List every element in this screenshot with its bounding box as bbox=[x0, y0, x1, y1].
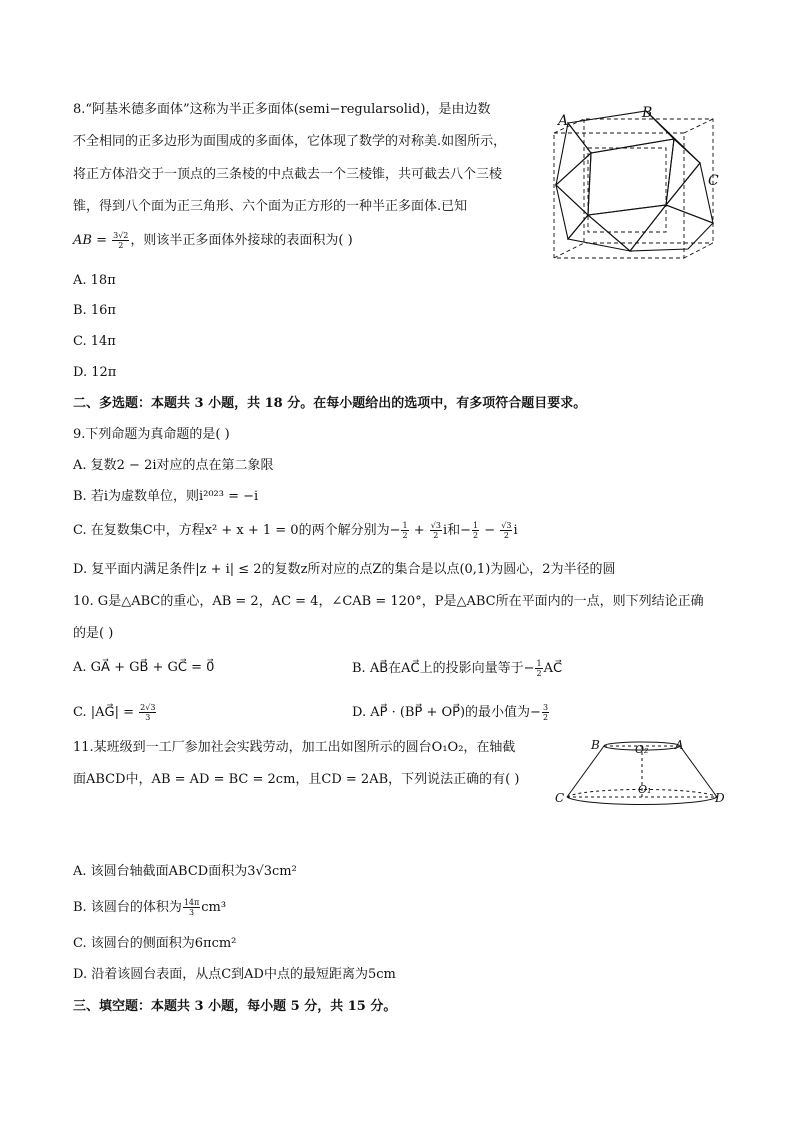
label-o2: O₂ bbox=[635, 743, 649, 756]
section-2-heading: 二、多选题：本题共 3 小题，共 18 分。在每小题给出的选项中，有多项符合题目要求。 bbox=[73, 396, 587, 411]
q11-b-pre: B. 该圆台的体积为 bbox=[73, 900, 182, 915]
q10-option-b bbox=[352, 659, 562, 678]
q10-d-pre: D. AP⃗ · (BP⃗ + OP⃗)的最小值为− bbox=[352, 705, 541, 720]
q9-c-mid3: − bbox=[480, 523, 500, 538]
label-c: C bbox=[708, 173, 719, 189]
q8-option-c: C. 14π bbox=[73, 334, 116, 349]
q9-c-frac3-den: 2 bbox=[473, 531, 479, 540]
left-lower-triangle bbox=[556, 185, 588, 239]
q9-option-a: A. 复数2 − 2i对应的点在第二象限 bbox=[73, 458, 274, 473]
cube-back-edges bbox=[554, 119, 713, 258]
left-triangle bbox=[556, 153, 591, 215]
q10-option-c bbox=[73, 703, 157, 722]
q11-option-a: A. 该圆台轴截面ABCD面积为3√3cm² bbox=[73, 864, 297, 879]
q9-c-frac1 bbox=[401, 521, 408, 540]
q10-b-pre: B. AB⃗在AC⃗上的投影向量等于− bbox=[352, 661, 535, 676]
q8-stem-line3: 将正方体沿交于一顶点的三条棱的中点截去一个三棱锥，共可截去八个三棱 bbox=[73, 167, 503, 182]
label-d: D bbox=[715, 791, 725, 805]
q9-c-post: i bbox=[513, 523, 518, 538]
top-left-triangle bbox=[556, 123, 591, 185]
q8-ab-num: 3√2 bbox=[113, 231, 129, 240]
cuboctahedron-diagram bbox=[548, 103, 723, 263]
cube-hidden-edges bbox=[584, 119, 713, 243]
q8-stem-line4: 锥，得到八个面为正三角形、六个面为正方形的一种半正多面体.已知 bbox=[73, 199, 468, 214]
q11-stem-line1: 11.某班级到一工厂参加社会实践劳动，加工出如图所示的圆台O₁O₂，在轴截 bbox=[73, 740, 516, 755]
q8-ab-label: AB = bbox=[73, 233, 112, 248]
q10-b-post: AC⃗ bbox=[543, 661, 563, 676]
label-b: B bbox=[591, 738, 600, 752]
q10-d-num: 3 bbox=[542, 703, 549, 712]
q9-c-frac4-den: 2 bbox=[503, 531, 509, 540]
left-slant-edge bbox=[567, 746, 604, 797]
q11-b-num: 14π bbox=[183, 898, 200, 907]
cube-front-face bbox=[554, 133, 684, 258]
q11-option-b bbox=[73, 898, 226, 917]
cube-hidden-bottom-edge bbox=[554, 243, 584, 258]
right-slant-edge bbox=[680, 746, 717, 797]
q9-c-frac2-den: 2 bbox=[433, 531, 439, 540]
q9-c-frac4 bbox=[500, 521, 512, 540]
q8-option-d: D. 12π bbox=[73, 365, 117, 380]
q8-option-b: B. 16π bbox=[73, 303, 116, 318]
q9-c-pre: C. 在复数集C中，方程x² + x + 1 = 0的两个解分别为− bbox=[73, 523, 401, 538]
bottom-right-face bbox=[630, 205, 713, 251]
cube-top-right-edge bbox=[684, 119, 713, 133]
q9-c-frac2 bbox=[430, 521, 442, 540]
q8-option-a: A. 18π bbox=[73, 273, 116, 288]
q10-stem-line2: 的是( ) bbox=[73, 626, 114, 641]
right-upper-triangle bbox=[666, 139, 700, 205]
q10-d-den: 2 bbox=[542, 713, 549, 722]
q9-c-frac2-num: √3 bbox=[430, 521, 441, 530]
q9-c-frac1-den: 2 bbox=[402, 531, 408, 540]
q9-stem: 9.下列命题为真命题的是( ) bbox=[73, 427, 230, 442]
q8-stem-line5 bbox=[73, 231, 353, 250]
q11-b-post: cm³ bbox=[201, 900, 227, 915]
q8-stem-line1: 8.“阿基米德多面体”这称为半正多面体(semi−regularsolid)，是由边数 bbox=[73, 102, 491, 117]
frustum-diagram bbox=[555, 733, 730, 813]
q9-c-mid1: + bbox=[409, 523, 429, 538]
label-b: B bbox=[642, 105, 653, 121]
label-a: A bbox=[558, 113, 569, 129]
label-c: C bbox=[555, 791, 565, 805]
front-square-face bbox=[588, 139, 674, 215]
q10-option-d bbox=[352, 703, 550, 722]
q10-c-num: 2√3 bbox=[140, 703, 156, 712]
q10-c-frac bbox=[139, 703, 156, 722]
q8-stem-tail: ，则该半正多面体外接球的表面积为( ) bbox=[130, 233, 353, 248]
q10-b-num: 1 bbox=[536, 659, 542, 668]
q11-b-den: 3 bbox=[189, 908, 195, 917]
bottom-left-face bbox=[568, 215, 630, 251]
q9-option-d: D. 复平面内满足条件|z + i| ≤ 2的复数z所对应的点Z的集合是以点(0,1)为圆心，2为半径的圆 bbox=[73, 562, 616, 577]
label-a: A bbox=[675, 738, 684, 752]
q8-ab-den: 2 bbox=[118, 241, 124, 250]
q10-d-frac bbox=[542, 703, 549, 722]
q10-stem-line1: 10. G是△ABC的重心，AB = 2，AC = 4，∠CAB = 120°，P是△ABC所在平面内的一点，则下列结论正确 bbox=[73, 594, 704, 609]
bottom-front-triangle bbox=[588, 205, 666, 251]
q10-option-a: A. GA⃗ + GB⃗ + GC⃗ = 0⃗ bbox=[73, 660, 215, 675]
q8-ab-fraction bbox=[112, 231, 129, 250]
q10-c-pre: C. |AG⃗| = bbox=[73, 705, 139, 720]
q8-stem-line2: 不全相同的正多边形为面围成的多面体，它体现了数学的对称美.如图所示， bbox=[73, 134, 507, 149]
top-square-face bbox=[568, 111, 674, 153]
q11-option-c: C. 该圆台的侧面积为6πcm² bbox=[73, 936, 237, 951]
q8-polyhedron-figure bbox=[548, 103, 723, 263]
q10-b-den: 2 bbox=[536, 669, 542, 678]
section-3-heading: 三、填空题：本题共 3 小题，每小题 5 分，共 15 分。 bbox=[73, 999, 397, 1014]
bottom-ellipse-front bbox=[567, 797, 717, 805]
q11-b-frac bbox=[183, 898, 200, 917]
q11-option-d: D. 沿着该圆台表面，从点C到AD中点的最短距离为5cm bbox=[73, 967, 396, 982]
label-o1: O₁ bbox=[638, 783, 652, 796]
q9-option-b: B. 若i为虚数单位，则i²⁰²³ = −i bbox=[73, 489, 259, 504]
q9-c-frac1-num: 1 bbox=[402, 521, 408, 530]
q9-c-frac4-num: √3 bbox=[501, 521, 512, 530]
q11-stem-line2: 面ABCD中，AB = AD = BC = 2cm，且CD = 2AB，下列说法正确的有( ) bbox=[73, 772, 520, 787]
q9-c-frac3 bbox=[472, 521, 479, 540]
q9-c-mid2: i和− bbox=[442, 523, 471, 538]
q11-frustum-figure bbox=[555, 733, 730, 813]
q10-c-den: 3 bbox=[145, 713, 151, 722]
q9-c-frac3-num: 1 bbox=[473, 521, 479, 530]
q10-b-frac bbox=[535, 659, 542, 678]
q9-option-c bbox=[73, 521, 518, 540]
